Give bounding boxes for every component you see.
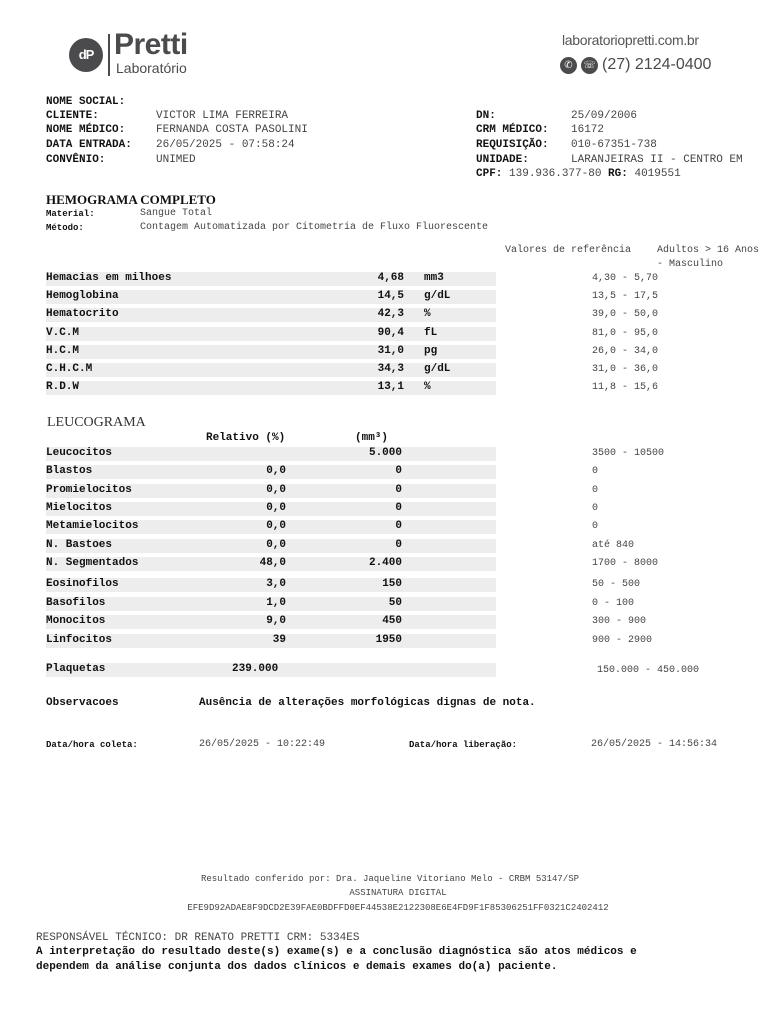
cell-absoluto: 5.000 (368, 447, 402, 459)
website-link[interactable]: laboratoriopretti.com.br (562, 32, 699, 48)
phone-number: (27) 2124-0400 (602, 56, 712, 73)
cell-relativo: 0,0 (266, 484, 286, 496)
analyte-name: Hematocrito (46, 308, 119, 320)
analyte-value: 14,5 (377, 290, 404, 302)
cell-name: Promielocitos (46, 484, 132, 496)
analyte-unit: pg (424, 345, 438, 357)
conferido-text: Resultado conferido por: Dra. Jaqueline Vitoriano Melo - CRBM 53147/SP (200, 874, 580, 884)
requisicao-value: 010-67351-738 (571, 139, 657, 151)
cell-name: Blastos (46, 465, 93, 477)
crm-label: CRM MÉDICO: (476, 124, 549, 136)
logo-mark-text: dP (78, 47, 94, 62)
analyte-value: 90,4 (377, 327, 404, 339)
material-label: Material: (46, 209, 95, 219)
requisicao-label: REQUISIÇÃO: (476, 139, 549, 151)
analyte-value: 4,68 (377, 272, 404, 284)
analyte-ref: 13,5 - 17,5 (592, 291, 659, 302)
analyte-ref: 4,30 - 5,70 (592, 273, 659, 284)
entrada-label: DATA ENTRADA: (46, 139, 132, 151)
crm-value: 16172 (571, 124, 605, 136)
cell-relativo: 3,0 (266, 578, 286, 590)
entrada-value: 26/05/2025 - 07:58:24 (156, 139, 295, 151)
col-relativo-header: Relativo (%) (206, 432, 286, 444)
cell-ref: 3500 - 10500 (592, 448, 665, 459)
dn-value: 25/09/2006 (571, 110, 638, 122)
ref-group-2: - Masculino (657, 259, 724, 270)
cell-name: Monocitos (46, 615, 106, 627)
analyte-ref: 81,0 - 95,0 (592, 328, 659, 339)
analyte-value: 13,1 (377, 381, 404, 393)
cell-absoluto: 150 (382, 578, 402, 590)
cell-name: Metamielocitos (46, 520, 139, 532)
whatsapp-icon: ✆ (560, 57, 577, 74)
logo-divider (108, 34, 110, 76)
analyte-unit: g/dL (424, 290, 451, 302)
analyte-name: Hemacias em milhoes (46, 272, 172, 284)
cell-relativo: 1,0 (266, 597, 286, 609)
cell-ref: 1700 - 8000 (592, 558, 659, 569)
cell-ref: 0 (592, 485, 599, 496)
metodo-label: Método: (46, 223, 84, 233)
plaquetas-value: 239.000 (232, 663, 279, 675)
cell-relativo: 0,0 (266, 465, 286, 477)
cell-ref: 0 (592, 466, 599, 477)
cell-ref: 0 - 100 (592, 598, 635, 609)
cell-absoluto: 0 (395, 539, 402, 551)
cell-name: Leucocitos (46, 447, 113, 459)
assinatura-text: ASSINATURA DIGITAL (349, 888, 447, 898)
material-value: Sangue Total (140, 208, 213, 219)
medico-value: FERNANDA COSTA PASOLINI (156, 124, 308, 136)
cell-absoluto: 0 (395, 502, 402, 514)
cell-relativo: 39 (272, 634, 286, 646)
unidade-value: LARANJEIRAS II - CENTRO EM (571, 154, 743, 166)
exam-title: HEMOGRAMA COMPLETO (46, 192, 216, 207)
plaquetas-label: Plaquetas (46, 663, 106, 675)
analyte-name: Hemoglobina (46, 290, 119, 302)
coleta-value: 26/05/2025 - 10:22:49 (199, 739, 326, 750)
analyte-unit: mm3 (424, 272, 444, 284)
cell-absoluto: 1950 (375, 634, 402, 646)
analyte-unit: fL (424, 327, 438, 339)
logo-name: Pretti (114, 28, 188, 61)
cell-name: Linfocitos (46, 634, 113, 646)
cell-ref: 50 - 500 (592, 579, 641, 590)
phone-icon: ☏ (581, 57, 598, 74)
cpf-label: CPF: (476, 168, 503, 180)
cell-name: Eosinofilos (46, 578, 119, 590)
disclaimer-line-1: A interpretação do resultado deste(s) exame(s) e a conclusão diagnóstica são atos médicos e (36, 946, 637, 958)
disclaimer-line-2: dependem da análise conjunta dos dados clínicos e demais exames do(a) paciente. (36, 961, 558, 973)
responsavel-text: RESPONSÁVEL TÉCNICO: DR RENATO PRETTI CRM: 5334ES (36, 932, 360, 944)
cell-absoluto: 2.400 (368, 557, 402, 569)
col-absoluto-header: (mm³) (355, 432, 389, 444)
nome-social-label: NOME SOCIAL: (46, 96, 126, 108)
coleta-label: Data/hora coleta: (46, 740, 138, 750)
analyte-unit: % (424, 381, 431, 393)
analyte-unit: % (424, 308, 431, 320)
cell-name: Mielocitos (46, 502, 113, 514)
logo-subtitle: Laboratório (116, 60, 187, 76)
cell-ref: 300 - 900 (592, 616, 647, 627)
cell-absoluto: 0 (395, 520, 402, 532)
analyte-name: H.C.M (46, 345, 80, 357)
liberacao-value: 26/05/2025 - 14:56:34 (591, 739, 718, 750)
cell-relativo: 9,0 (266, 615, 286, 627)
cell-name: N. Bastoes (46, 539, 113, 551)
cell-relativo: 0,0 (266, 520, 286, 532)
metodo-value: Contagem Automatizada por Citometria de Fluxo Fluorescente (140, 222, 489, 233)
observacoes-label: Observacoes (46, 697, 119, 709)
analyte-ref: 39,0 - 50,0 (592, 309, 659, 320)
cell-ref: até 840 (592, 540, 635, 551)
analyte-value: 34,3 (377, 363, 404, 375)
analyte-ref: 31,0 - 36,0 (592, 364, 659, 375)
cell-ref: 900 - 2900 (592, 635, 653, 646)
cell-ref: 0 (592, 521, 599, 532)
dn-label: DN: (476, 110, 496, 122)
hash-text: EFE9D92ADAE8F9DCD2E39FAE0BDFFD0EF44538E2122308E6E4FD9F1F85306251FF0321C2402412 (187, 903, 609, 913)
cliente-label: CLIENTE: (46, 110, 99, 122)
analyte-unit: g/dL (424, 363, 451, 375)
cell-ref: 0 (592, 503, 599, 514)
cell-relativo: 0,0 (266, 539, 286, 551)
cell-name: Basofilos (46, 597, 106, 609)
analyte-value: 31,0 (377, 345, 404, 357)
cell-absoluto: 0 (395, 484, 402, 496)
medico-label: NOME MÉDICO: (46, 124, 126, 136)
rg-value: 4019551 (634, 168, 681, 180)
cell-relativo: 0,0 (266, 502, 286, 514)
unidade-label: UNIDADE: (476, 154, 529, 166)
analyte-name: V.C.M (46, 327, 80, 339)
leucograma-title: LEUCOGRAMA (47, 415, 146, 430)
convenio-label: CONVÊNIO: (46, 154, 106, 166)
cell-absoluto: 0 (395, 465, 402, 477)
analyte-ref: 26,0 - 34,0 (592, 346, 659, 357)
rg-label: RG: (608, 168, 628, 180)
convenio-value: UNIMED (156, 154, 196, 166)
cell-absoluto: 50 (388, 597, 402, 609)
table-row (46, 447, 496, 461)
ref-header: Valores de referência (505, 245, 632, 256)
cell-absoluto: 450 (382, 615, 402, 627)
plaquetas-ref: 150.000 - 450.000 (597, 665, 700, 676)
analyte-ref: 11,8 - 15,6 (592, 382, 659, 393)
analyte-name: C.H.C.M (46, 363, 93, 375)
analyte-value: 42,3 (377, 308, 404, 320)
cliente-value: VICTOR LIMA FERREIRA (156, 110, 289, 122)
cpf-value: 139.936.377-80 (509, 168, 602, 180)
cell-name: N. Segmentados (46, 557, 139, 569)
cpf-rg-line (476, 168, 681, 180)
analyte-name: R.D.W (46, 381, 80, 393)
ref-group: Adultos > 16 Anos (657, 245, 760, 256)
cell-relativo: 48,0 (259, 557, 286, 569)
observacoes-text: Ausência de alterações morfológicas dignas de nota. (199, 697, 536, 709)
liberacao-label: Data/hora liberação: (409, 740, 518, 750)
